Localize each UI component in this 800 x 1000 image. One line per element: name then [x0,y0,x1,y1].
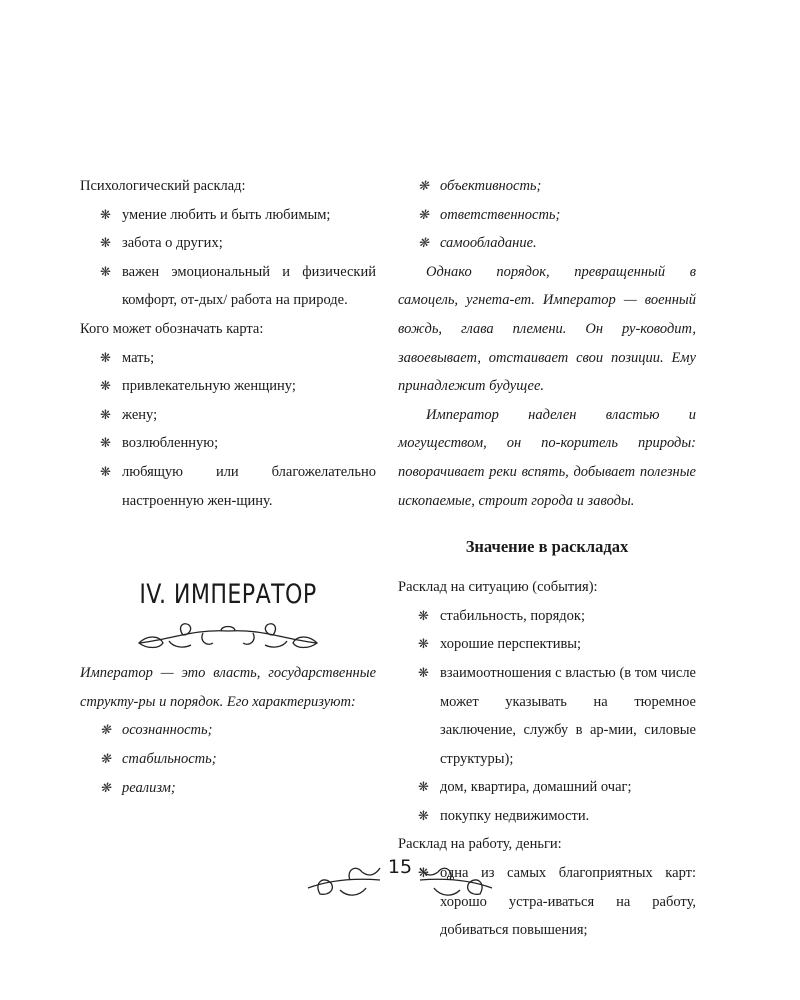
paragraph-situation-spread: Расклад на ситуацию (события): [398,579,598,596]
floral-divider-icon [133,617,323,655]
flower-bullet-icon: ❋ [100,378,111,394]
flower-bullet-icon: ❋ [418,636,429,652]
paragraph-power: Император наделен властью и могуществом, он по-коритель природы: поворачивает реки вспять, добывает полезные ископаемые, строит города и заводы. [398,406,696,509]
right-column [398,172,696,945]
list-item: ❋ самообладание. [398,229,696,258]
list-emperor-traits-cont [398,172,696,258]
paragraph-order: Однако порядок, превращенный в самоцель, угнета-ет. Император — военный вождь, глава племени. Он ру-ководит, завоевывает, отстаивает свои позиции. Ему принадлежит будущее. [398,263,696,395]
flower-bullet-icon: ❋ [418,607,429,623]
emperor-intro: Император — это власть, государственные структу-ры и порядок. Его характеризуют: [80,665,376,710]
section-heading: Значение в раскладах [465,537,629,557]
flower-bullet-icon: ❋ [100,722,111,738]
flower-bullet-icon: ❋ [100,463,111,479]
paragraph-who-card: Кого может обозначать карта: [80,320,264,337]
list-item: ❋ умение любить и быть любимым; [80,201,376,230]
flower-bullet-icon: ❋ [418,206,429,222]
list-item: ❋ объективность; [398,172,696,201]
flower-bullet-icon: ❋ [418,865,429,881]
list-situation [398,602,696,831]
list-item: ❋ стабильность; [80,745,376,774]
list-item: ❋ хорошие перспективы; [398,630,696,659]
flower-bullet-icon: ❋ [100,435,111,451]
chapter-title: IV. ИМПЕРАТОР [139,579,317,611]
paragraph-work-spread: Расклад на работу, деньги: [398,836,562,853]
flower-bullet-icon: ❋ [418,235,429,251]
list-item: ❋ любящую или благожелательно настроенную жен-щину. [80,458,376,515]
list-item: ❋ стабильность, порядок; [398,602,696,631]
flower-bullet-icon: ❋ [418,779,429,795]
list-item: ❋ жену; [80,401,376,430]
list-item: ❋ покупку недвижимости. [398,802,696,831]
list-item: ❋ привлекательную женщину; [80,372,376,401]
flower-bullet-icon: ❋ [100,750,111,766]
flower-bullet-icon: ❋ [100,263,111,279]
list-emperor-traits [80,716,376,802]
list-psych [80,201,376,315]
paragraph-psych-spread: Психологический расклад: [80,178,246,194]
list-item: ❋ забота о других; [80,229,376,258]
list-item: ❋ ответственность; [398,201,696,230]
left-column [80,172,376,802]
list-item: ❋ мать; [80,344,376,373]
list-item: ❋ взаимоотношения с властью (в том числе может указывать на тюремное заключение, службу в ар-мии, силовые структуры); [398,659,696,773]
list-item: ❋ осознанность; [80,716,376,745]
flower-bullet-icon: ❋ [418,664,429,680]
flower-bullet-icon: ❋ [100,206,111,222]
page-number: 15 [387,856,413,878]
list-item: ❋ одна из самых благоприятных карт: хорошо устра-иваться на работу, добиваться повышения; [398,859,696,945]
list-item: ❋ важен эмоциональный и физический комфорт, от-дых/ работа на природе. [80,258,376,315]
list-item: ❋ реализм; [80,774,376,803]
page-footer [300,850,500,910]
flower-bullet-icon: ❋ [418,178,429,193]
flower-bullet-icon: ❋ [100,349,111,365]
flower-bullet-icon: ❋ [100,406,111,422]
list-item: ❋ дом, квартира, домашний очаг; [398,773,696,802]
flower-bullet-icon: ❋ [100,235,111,251]
flower-bullet-icon: ❋ [100,779,111,795]
flower-bullet-icon: ❋ [418,807,429,823]
list-who [80,344,376,516]
list-item: ❋ возлюбленную; [80,429,376,458]
